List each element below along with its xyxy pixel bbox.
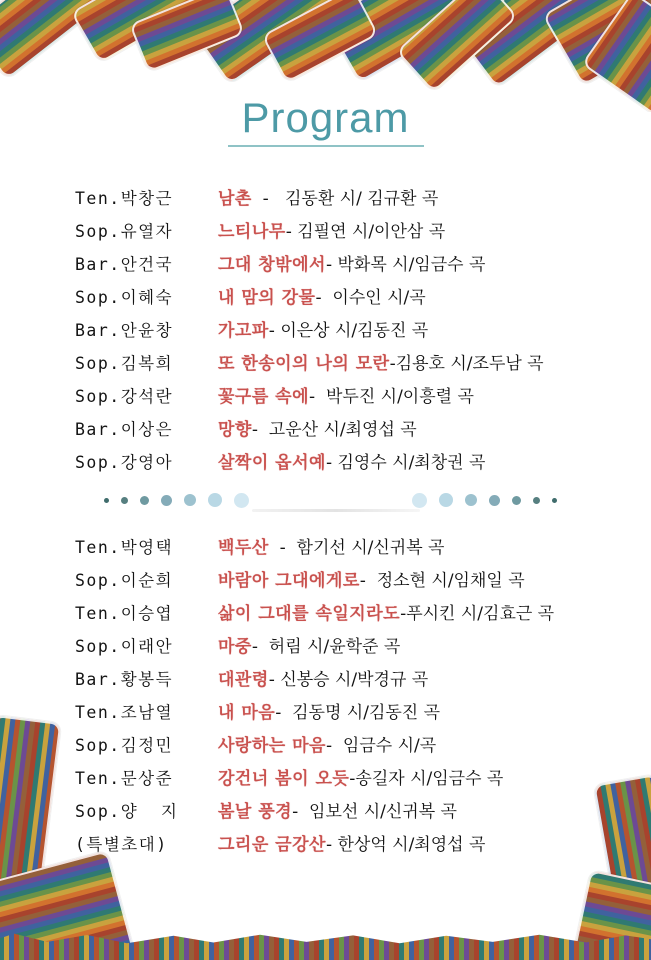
song-title: 그대 창밖에서 [218,255,326,275]
song-title: 삶이 그대를 속일지라도 [218,604,401,624]
divider-dot [489,495,500,506]
performer-name: Sop.유열자 [75,222,174,241]
program-row [75,380,544,413]
performer-name: Sop.이혜숙 [75,288,174,307]
song-title: 망향 [218,420,252,440]
divider-dot [465,494,477,506]
song-credit: - 김필연 시/이안삼 곡 [285,222,446,242]
performer-name: Sop.이래안 [75,637,174,656]
program-row [75,564,554,597]
divider-dot [533,497,540,504]
program-row [75,182,544,215]
song-title: 사랑하는 마음 [218,736,326,756]
song-credit: - 김영수 시/최창권 곡 [325,453,486,473]
song-title: 강건너 봄이 오듯 [218,769,350,789]
performer-name: Ten.박영택 [75,538,174,557]
program-row [75,413,544,446]
performer-name: Sop.양 지 [75,802,179,821]
program-row [75,215,544,248]
program-row [75,597,554,630]
song-title: 백두산 [218,538,269,558]
program-row [75,531,554,564]
divider-dot [412,493,427,508]
dots-divider-right [412,492,557,508]
program-row [75,630,554,663]
program-row [75,248,544,281]
performer-name: Sop.김복희 [75,354,174,373]
program-row [75,347,544,380]
divider-dot [512,496,521,505]
divider-shadow-line [252,509,420,512]
dots-divider-left [104,492,249,508]
song-credit: - 이수인 시/곡 [315,288,426,308]
song-title: 봄날 풍경 [218,802,293,822]
divider-dot [161,495,172,506]
performer-name: Bar.안건국 [75,255,174,274]
performer-name: Sop.강영아 [75,453,174,472]
song-title: 내 마음 [218,703,276,723]
program-row [75,281,544,314]
song-credit: - 고운산 시/최영섭 곡 [251,420,417,440]
divider-dot [121,497,128,504]
song-credit: - 박두진 시/이흥렬 곡 [309,387,474,407]
song-credit: - 김동환 시/ 김규환 곡 [251,189,439,209]
song-title: 남촌 [218,189,252,209]
performer-name: Ten.문상준 [75,769,174,788]
divider-dot [234,493,249,508]
song-title: 꽃구름 속에 [218,387,310,407]
performer-name: Ten.박창근 [75,189,174,208]
title-block [0,94,651,147]
song-credit: -푸시킨 시/김효근 곡 [400,604,555,624]
song-credit: - 임금수 시/곡 [325,736,437,756]
song-title: 내 맘의 강물 [218,288,316,308]
song-credit: - 정소현 시/임채일 곡 [359,571,525,591]
performer-name: Bar.안윤창 [75,321,174,340]
song-title: 가고파 [218,321,269,341]
divider-dot [104,498,109,503]
divider-dot [552,498,557,503]
performer-name: Sop.강석란 [75,387,174,406]
program-row [75,446,544,479]
song-credit: - 이은상 시/김동진 곡 [268,321,429,341]
song-credit: - 한상억 시/최영섭 곡 [325,835,486,855]
divider-dot [208,493,222,507]
program-row [75,663,554,696]
song-credit: - 임보선 시/신귀복 곡 [292,802,457,822]
song-credit: - 허림 시/윤학준 곡 [251,637,401,657]
song-credit: -송길자 시/임금수 곡 [349,769,504,789]
song-title: 살짝이 옵서예 [218,453,326,473]
song-credit: -김용호 시/조두남 곡 [389,354,544,374]
song-credit: - 신봉승 시/박경규 곡 [268,670,429,690]
program-row [75,314,544,347]
song-credit: - 김동명 시/김동진 곡 [275,703,441,723]
performer-name: (특별초대) [75,835,168,854]
song-title: 그리운 금강산 [218,835,326,855]
song-title: 마중 [218,637,252,657]
song-title: 대관령 [218,670,269,690]
performer-name: Bar.이상은 [75,420,174,439]
song-title: 또 한송이의 나의 모란 [218,354,390,374]
title-underline [228,145,424,147]
performer-name: Sop.김정민 [75,736,174,755]
performer-name: Ten.이승엽 [75,604,174,623]
divider-dot [140,496,149,505]
song-credit: - 박화목 시/임금수 곡 [325,255,486,275]
pencil-border-bottom [0,700,651,960]
page-title: Program [241,94,410,141]
performer-name: Ten.조남열 [75,703,174,722]
program-section-1 [75,182,544,479]
divider-dot [184,494,196,506]
performer-name: Bar.황봉득 [75,670,174,689]
song-title: 느티나무 [218,222,286,242]
performer-name: Sop.이순희 [75,571,174,590]
song-title: 바람아 그대에게로 [218,571,360,591]
song-credit: - 함기선 시/신귀복 곡 [268,538,445,558]
divider-dot [439,493,453,507]
